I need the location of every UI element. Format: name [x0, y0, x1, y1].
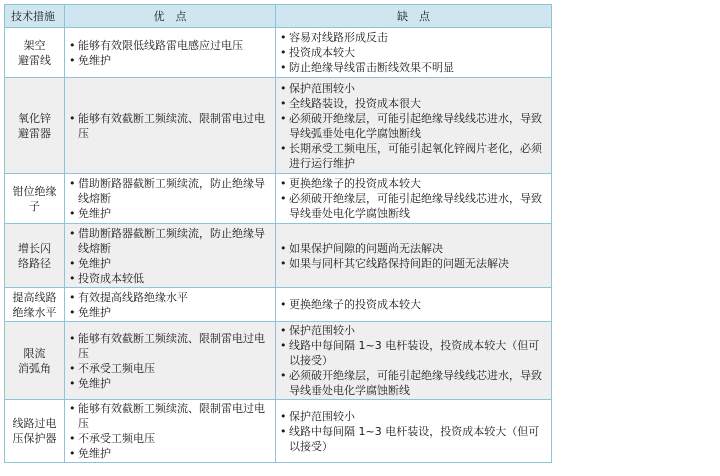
measure-line: 线路过电 — [12, 417, 57, 430]
measure-line: 消弧角 — [18, 361, 51, 375]
pro-item: • 不承受工频电压 — [69, 361, 271, 376]
pro-item: • 能够有效截断工频续流、限制雷电过电压 — [69, 401, 271, 431]
con-item: • 更换绝缘子的投资成本较大 — [280, 297, 547, 312]
cons-cell — [276, 322, 552, 400]
pro-item: • 投资成本较低 — [69, 271, 271, 286]
measure-cell — [5, 224, 65, 288]
table-row — [5, 174, 552, 224]
cons-list — [280, 323, 547, 398]
measure-line: 避雷线 — [18, 53, 51, 67]
cons-cell — [276, 288, 552, 322]
measure-cell — [5, 288, 65, 322]
cons-cell — [276, 78, 552, 174]
table-row — [5, 400, 552, 463]
measure-line: 避雷器 — [18, 126, 51, 140]
lightning-protection-comparison-table — [4, 4, 552, 463]
measure-line: 限流 — [23, 346, 46, 360]
header-cons: 缺 点 — [276, 5, 552, 28]
measure-cell — [5, 322, 65, 400]
pro-item: • 免维护 — [69, 446, 271, 461]
con-item: • 必须破开绝缘层，可能引起绝缘导线线芯进水，导致导线垂处电化学腐蚀断线 — [280, 368, 547, 398]
con-item: • 容易对线路形成反击 — [280, 30, 547, 45]
pros-list — [69, 401, 271, 461]
measure-line: 子 — [29, 199, 40, 213]
pros-cell — [65, 174, 276, 224]
measure-cell — [5, 174, 65, 224]
pros-list — [69, 290, 271, 320]
con-item: • 全线路装设，投资成本很大 — [280, 96, 547, 111]
measure-line: 提高线路 — [12, 290, 57, 304]
cons-list — [280, 409, 547, 454]
pros-cell — [65, 78, 276, 174]
pros-list — [69, 226, 271, 286]
pro-item: • 免维护 — [69, 256, 271, 271]
cons-list — [280, 30, 547, 75]
con-item: • 必须破开绝缘层，可能引起绝缘导线线芯进水，导致导线垂处电化学腐蚀断线 — [280, 191, 547, 221]
header-pros: 优 点 — [65, 5, 276, 28]
measure-line: 氧化锌 — [18, 111, 51, 125]
pros-cell — [65, 322, 276, 400]
cons-list — [280, 297, 547, 312]
pro-item: • 能够有效截断工频续流、限制雷电过电压 — [69, 331, 271, 361]
pro-item: • 借助断路器截断工频续流，防止绝缘导线熔断 — [69, 226, 271, 256]
measure-line: 绝缘水平 — [12, 305, 57, 319]
con-item: • 投资成本较大 — [280, 45, 547, 60]
cons-cell — [276, 28, 552, 78]
con-item: • 保护范围较小 — [280, 81, 547, 96]
pros-cell — [65, 224, 276, 288]
cons-list — [280, 81, 547, 171]
con-item: • 更换绝缘子的投资成本较大 — [280, 176, 547, 191]
cons-list — [280, 176, 547, 221]
pros-cell — [65, 288, 276, 322]
pro-item: • 免维护 — [69, 305, 271, 320]
measure-cell — [5, 78, 65, 174]
pros-cell — [65, 28, 276, 78]
header-measure: 技术措施 — [5, 5, 65, 28]
table-row — [5, 224, 552, 288]
pros-list — [69, 111, 271, 141]
con-item: • 如果保护间隙的问题尚无法解决 — [280, 241, 547, 256]
pro-item: • 免维护 — [69, 206, 271, 221]
table-row — [5, 322, 552, 400]
table-body — [5, 28, 552, 463]
table-row — [5, 288, 552, 322]
con-item: • 保护范围较小 — [280, 323, 547, 338]
pro-item: • 免维护 — [69, 53, 271, 68]
pros-list — [69, 38, 271, 68]
con-item: • 防止绝缘导线雷击断线效果不明显 — [280, 60, 547, 75]
measure-line: 架空 — [23, 38, 46, 52]
pro-item: • 能够有效限低线路雷电感应过电压 — [69, 38, 271, 53]
measure-line: 压保护器 — [12, 432, 57, 445]
con-item: • 必须破开绝缘层，可能引起绝缘导线线芯进水，导致导线弧垂处电化学腐蚀断线 — [280, 111, 547, 141]
cons-list — [280, 241, 547, 271]
pro-item: • 能够有效截断工频续流、限制雷电过电压 — [69, 111, 271, 141]
measure-line: 络路径 — [18, 256, 51, 270]
measure-cell — [5, 28, 65, 78]
pros-list — [69, 176, 271, 221]
pro-item: • 借助断路器截断工频续流，防止绝缘导线熔断 — [69, 176, 271, 206]
measure-cell — [5, 400, 65, 463]
cons-cell — [276, 224, 552, 288]
con-item: • 如果与同杆其它线路保持间距的问题无法解决 — [280, 256, 547, 271]
measure-line: 钳位绝缘 — [12, 184, 57, 198]
pros-cell — [65, 400, 276, 463]
cons-cell — [276, 400, 552, 463]
pro-item: • 不承受工频电压 — [69, 431, 271, 446]
pro-item: • 有效提高线路绝缘水平 — [69, 290, 271, 305]
pro-item: • 免维护 — [69, 376, 271, 391]
measure-line: 增长闪 — [18, 241, 51, 255]
cons-cell — [276, 174, 552, 224]
table-header-row — [5, 5, 552, 28]
con-item: • 线路中每间隔 1~3 电杆装设，投资成本较大（但可以接受） — [280, 424, 547, 454]
con-item: • 保护范围较小 — [280, 409, 547, 424]
table-row — [5, 78, 552, 174]
con-item: • 线路中每间隔 1~3 电杆装设，投资成本较大（但可以接受） — [280, 338, 547, 368]
table-row — [5, 28, 552, 78]
pros-list — [69, 331, 271, 391]
con-item: • 长期承受工频电压，可能引起氧化锌阀片老化，必须进行运行维护 — [280, 141, 547, 171]
